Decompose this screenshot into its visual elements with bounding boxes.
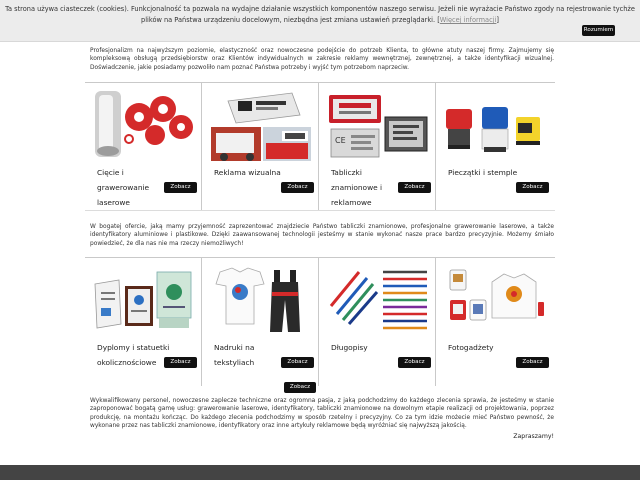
service-title[interactable]: Pieczątki i stemple [448, 168, 518, 177]
diplomas-image [93, 262, 195, 338]
stamps-image [444, 87, 546, 163]
middle-text: W bogatej ofercie, jaką mamy przyjemność zaprezentować znajdziecie Państwo tabliczki znamionowe, profesjonalne grawerowanie laserowe, a także identyfikatory aluminiowe i plastikowe. Dzięki zaawansowanej technologii jesteśmy w stanie wykonać nasze prace bardzo precyzyjnie. Możemy śmiało powiedzieć, że dla nas nie ma rzeczy niemożliwych! [90, 224, 554, 247]
see-more-button[interactable]: Zobacz [164, 182, 197, 193]
intro-text: Profesjonalizm na najwyższym poziomie, elastyczność oraz nowoczesne podejście do potrzeb Klienta, to główne atuty naszej firmy. Zajmujemy się kompleksową obsługą przedsiębiorstw oraz Klientów indywidualnych w zakresie reklamy wewnętrznej, zewnętrznej, a także identyfikacji wizualnej. Doświadczenie, jakie posiadamy pozwoliło nam poznać Państwa potrzeby i wyjść tym potrzebom naprzeciw. [90, 48, 554, 71]
service-card [436, 83, 553, 211]
laser-cut-parts-image [93, 87, 195, 163]
textile-prints-image [210, 262, 312, 338]
see-more-button-center[interactable]: Zobacz [284, 382, 316, 393]
pens-image [327, 262, 429, 338]
service-title[interactable]: Fotogadżety [448, 343, 494, 352]
services-row-2 [85, 257, 555, 385]
more-info-link[interactable]: Więcej informacji [439, 16, 497, 24]
closing-text: Zapraszamy! [513, 433, 554, 440]
services-row-1 [85, 82, 555, 210]
nameplates-image [327, 87, 429, 163]
footer-bar [0, 465, 640, 480]
service-title[interactable]: Reklama wizualna [214, 168, 281, 177]
svg-text:CE: CE [335, 136, 346, 145]
see-more-button[interactable]: Zobacz [398, 357, 431, 368]
advertising-photos-image [210, 87, 312, 163]
service-title[interactable]: Długopisy [331, 343, 368, 352]
see-more-button[interactable]: Zobacz [516, 182, 549, 193]
see-more-button[interactable]: Zobacz [516, 357, 549, 368]
service-card [436, 258, 553, 386]
see-more-button[interactable]: Zobacz [281, 182, 314, 193]
service-card [85, 83, 202, 211]
see-more-button[interactable]: Zobacz [281, 357, 314, 368]
accept-cookies-button[interactable]: Rozumiem [582, 25, 615, 36]
photo-gadgets-image [444, 262, 546, 338]
service-card [319, 258, 436, 386]
see-more-button[interactable]: Zobacz [398, 182, 431, 193]
service-title[interactable]: Cięcie i grawerowanie laserowe [97, 168, 150, 207]
bottom-text: Wykwalifikowany personel, nowoczesne zaplecze techniczne oraz ogromna pasja, z jaką podchodzimy do każdego zlecenia sprawia, że jesteśmy w stanie zaproponować bogatą gamę usług: grawerowanie laserowe, identyfikatory, tabliczki znamionowe na dowolnym etapie realizacji od projektowania, poprzez produkcję, na montażu kończąc. Do każdego zlecenia podchodzimy w sposób rzetelny i precyzyjny. Co za tym idzie możecie mieć Państwo pewność, że wykonane przez nas tabliczki znamionowe, identyfikatory oraz inne artykuły reklamowe będą wyróżniać się najwyższą jakością. [90, 398, 554, 430]
service-title[interactable]: Tabliczki znamionowe i reklamowe [331, 168, 383, 207]
cookie-text: Ta strona używa ciasteczek (cookies). Funkcjonalność ta pozwala na wydajne działanie wszystkich komponentów naszego serwisu. Jeżeli nie wyrażacie Państwo zgody na rejestrowanie tychże plików na Państwa urządzeniu docelowym, niezbędna jest zmiana ustawień przeglądarki. [Więcej informacji] [5, 5, 635, 24]
service-card [202, 83, 319, 211]
service-title[interactable]: Dyplomy i statuetki okolicznościowe [97, 343, 170, 367]
service-title[interactable]: Nadruki na tekstyliach [214, 343, 255, 367]
service-card [202, 258, 319, 386]
service-card [319, 83, 436, 211]
cookie-bar [0, 0, 640, 42]
see-more-button[interactable]: Zobacz [164, 357, 197, 368]
divider [85, 210, 555, 211]
service-card [85, 258, 202, 386]
